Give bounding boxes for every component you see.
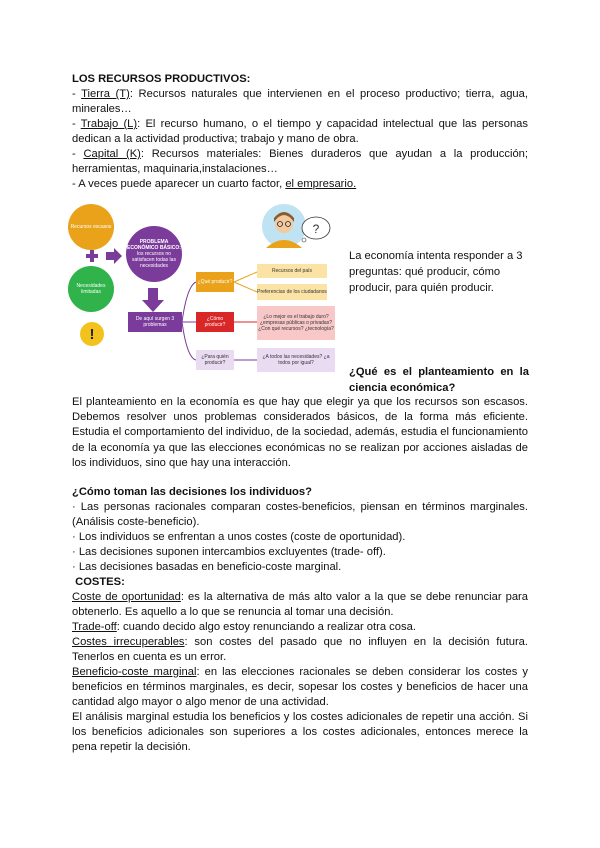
capital-label: Capital (K) [83, 148, 141, 160]
what-produce-box [196, 272, 234, 292]
trade-off-paragraph [72, 620, 528, 635]
coste-oportunidad-paragraph [72, 590, 528, 620]
tierra-paragraph: - Tierra (T): Recursos naturales que intervienen en el proceso productivo; tierra, agua, minerales… [72, 88, 528, 116]
citizen-preferences-box [257, 284, 327, 300]
costes-irrecuperables-paragraph [72, 635, 528, 665]
needs-circle [68, 266, 114, 312]
beneficio-marginal-paragraph [72, 665, 528, 711]
capital-text: : Recursos materiales: Bienes duraderos que ayudan a la producción; herramientas, maquinaria,instalaciones… [72, 148, 528, 176]
scarce-resources-circle [68, 204, 114, 250]
country-resources-label: Recursos del país [271, 268, 313, 274]
scarce-resources-label: Recursos escasos [70, 224, 112, 230]
cuarto-label: el empresario. [285, 178, 357, 190]
coste-oportunidad-text: : es la alternativa de más alto valor a la que se debe renunciar para obtenerlo. Es aquello a lo que se renuncia al tomar una decisión. [72, 591, 528, 619]
tierra-label: Tierra (T) [81, 88, 130, 100]
trabajo-paragraph: - Trabajo (L): El recurso humano, o el tiempo y capacidad intelectual que las personas dedican a la actividad productiva; trabajo y mano de obra. [72, 118, 528, 146]
for-whom-box [196, 350, 234, 370]
three-problems-box [128, 312, 182, 332]
economic-problem-diagram [62, 196, 344, 392]
questions-text: La economía intenta responder a 3 preguntas: qué producir, cómo producir, para quién producir. [349, 250, 523, 294]
section-title: LOS RECURSOS PRODUCTIVOS: [72, 73, 251, 85]
plus-icon-v [90, 250, 94, 262]
for-whom-details-label: ¿A todos las necesidades? ¿a todos por igual? [262, 354, 330, 366]
for-whom-details-box [257, 348, 335, 372]
what-produce-label: ¿Qué producir? [197, 279, 233, 285]
tierra-text: : Recursos naturales que intervienen en el proceso productivo; tierra, agua, minerales… [72, 88, 528, 116]
decision-item-4: · Las decisiones basadas en beneficio-coste marginal. [72, 561, 342, 573]
coste-oportunidad-label: Coste de oportunidad [72, 591, 181, 603]
capital-paragraph: - Capital (K): Recursos materiales: Bienes duraderos que ayudan a la producción; herramientas, maquinaria,instalaciones… [72, 148, 528, 176]
decisiones-heading: ¿Cómo toman las decisiones los individuos? [72, 486, 312, 498]
analisis-marginal-paragraph: El análisis marginal estudia los beneficios y los costes adicionales de repetir una acción. Si los beneficios adicionales son superiores a los costes adicionales, entonces merece la pena repetir la decisión. [72, 711, 528, 754]
how-produce-box [196, 312, 234, 332]
planteamiento-paragraph: El planteamiento en la economía es que hay que elegir ya que los recursos son escasos. Debemos resolver unos problemas considerados básicos, de la forma más eficiente. Estudia el comportamiento del individuo, de la sociedad, además, estudia el funcionamiento de la economía ya que las elecciones económicas no se realizan por acciones aisladas de los individuos, sino que hay una interacción. [72, 396, 528, 469]
country-resources-box [257, 264, 327, 278]
basic-problem-title: PROBLEMA ECONÓMICO BÁSICO: [127, 239, 181, 251]
cuarto-paragraph [72, 177, 528, 192]
how-details-box [257, 306, 335, 340]
for-whom-label: ¿Para quién producir? [201, 354, 229, 366]
needs-label: Necesidades limitadas [76, 283, 106, 295]
arrow-down-icon [142, 288, 164, 312]
beneficio-marginal-text: : en las elecciones racionales se deben considerar los costes y beneficios en términos marginales, es decir, sopesar los costes y beneficios de hacer una cantidad algo mayor o algo menor de una actividad. [72, 666, 528, 709]
costes-heading: COSTES: [72, 576, 125, 588]
trade-off-label: Trade-off [72, 621, 117, 633]
costes-irrecuperables-label: Costes irrecuperables [72, 636, 185, 648]
svg-text:!: ! [89, 326, 95, 343]
cuarto-text: - A veces puede aparecer un cuarto factor, [72, 178, 286, 190]
trabajo-text: : El recurso humano, o el tiempo y capacidad intelectual que las personas dedican a la actividad productiva; trabajo y mano de obra. [72, 118, 528, 146]
how-details-label: ¿Lo mejor es el trabajo duro? ¿empresas públicas o privadas? ¿Con qué recursos? ¿tecnología? [258, 314, 334, 332]
beneficio-marginal-label: Beneficio-coste marginal [72, 666, 197, 678]
how-produce-label: ¿Cómo producir? [204, 316, 226, 328]
decision-item-2: · Los individuos se enfrentan a unos costes (coste de oportunidad). [72, 531, 406, 543]
citizen-preferences-label: Preferencias de los ciudadanos [257, 289, 327, 295]
trabajo-label: Trabajo (L) [80, 118, 138, 130]
trade-off-text: : cuando decido algo estoy renunciando a realizar otra cosa. [116, 621, 416, 633]
decision-item-3: · Las decisiones suponen intercambios excluyentes (trade- off). [72, 546, 386, 558]
basic-problem-circle [126, 226, 182, 282]
costes-irrecuperables-text: : son costes del pasado que no influyen en la decisión futura. Tenerlos en cuenta es un error. [72, 636, 528, 664]
thought-question: ? [312, 222, 320, 236]
planteamiento-heading: ¿Qué es el planteamiento en la ciencia económica? [349, 366, 529, 394]
basic-problem-text: los recursos no satisfacen todas las necesidades [132, 251, 176, 269]
decision-item-1: · Las personas racionales comparan costes-beneficios, piensan en términos marginales. (Análisis coste-beneficio). [72, 501, 528, 529]
three-problems-label: De aquí surgen 3 problemas [135, 316, 175, 328]
arrow-right-icon [106, 248, 122, 264]
